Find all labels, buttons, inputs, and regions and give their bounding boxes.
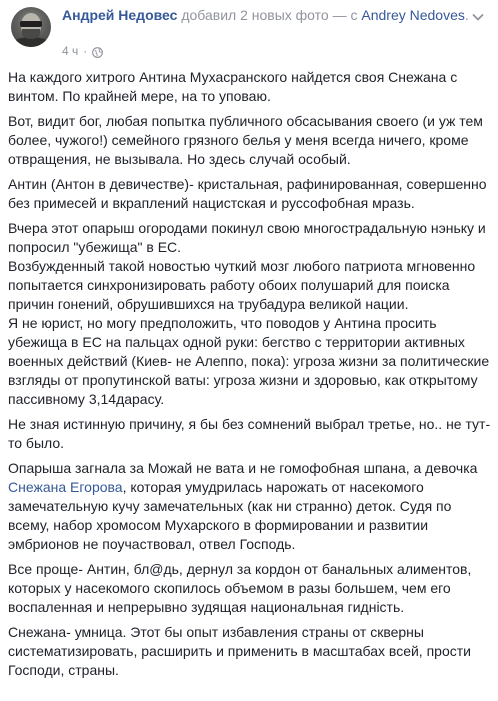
post-paragraph: На каждого хитрого Антина Мухасранского найдется своя Снежана с винтом. По крайней мере, на то уповаю. [8, 69, 458, 104]
post-paragraph: Вот, видит бог, любая попытка публичного обсасывания своего (и уж тем более, чужого!) семейного грязного белья у меня всегда ничего, кроме отвращения, не вызывала. Но здесь случай особый. [8, 113, 483, 167]
meta-separator: · [83, 44, 88, 58]
post-paragraph: Снежана- умница. Этот бы опыт избавления страны от скверны систематизировать, расширить и применить в масштабах всей, прости Господи, страны. [8, 624, 471, 678]
chevron-down-icon[interactable] [470, 9, 486, 25]
paragraph-text: Опарыша загнала за Можай не вата и не гомофобная шпана, а девочка [8, 460, 478, 476]
post-meta [62, 43, 103, 59]
post-paragraph: Все проще- Антин, бл@дь, дернул за кордон от банальных алиментов, которых у насекомого скопилось объемом в разы большем, чем его воспаленная и непрерывно зудящая национальная гидність. [8, 561, 472, 615]
post-paragraph [8, 459, 492, 554]
tagged-user-link[interactable]: Andrey Nedoves [361, 7, 465, 23]
post-body [8, 68, 492, 686]
post-timestamp-link[interactable]: 4 ч [62, 44, 79, 58]
avatar[interactable] [11, 7, 51, 47]
author-name-link[interactable]: Андрей Недовес [62, 7, 178, 23]
post-paragraph: Антин (Антон в девичестве)- кристальная, рафинированная, совершенно без примесей и вкраплений нацистская и руссофобная мразь. [8, 176, 487, 211]
post-paragraph: Возбужденный такой новостью чуткий мозг любого патриота мгновенно попытается синхронизировать работу обоих полушарий для поиска причин гонений, обрушившихся на трубадура великой нации. [8, 258, 476, 312]
post-paragraph: Вчера этот опарыш огородами покинул свою многострадальную нэньку и попросил "убежища" в ЕС. [8, 220, 486, 255]
post-header [0, 0, 498, 64]
mention-link[interactable]: Снежана Егорова [8, 479, 123, 495]
post-paragraph: Не зная истинную причину, я бы без сомнений выбрал третье, но.. не тут-то было. [8, 416, 491, 451]
paragraph-text: , которая умудрилась нарожать от насекомого замечательную кучу замечательных (как ни странно) деток. Судя по всему, набор хромосом Мухарского в формировании и развитии эмбрионов не поучаствовал, отвел Господь. [8, 479, 452, 552]
post-action-text: добавил 2 новых фото — с [177, 7, 362, 23]
tagged-suffix: . [464, 7, 469, 23]
post-headline [62, 7, 472, 24]
globe-icon[interactable] [92, 46, 103, 57]
post-paragraph: Я не юрист, но могу предположить, что поводов у Антина просить убежища в ЕС на пальцах одной руки: бегство с территории активных военных действий (Киев- не Алеппо, пока): угроза жизни за политические взгляды от пропутинской ваты: угроза жизни и здоровью, как открытому пассивному 3,14дарасу. [8, 315, 490, 407]
